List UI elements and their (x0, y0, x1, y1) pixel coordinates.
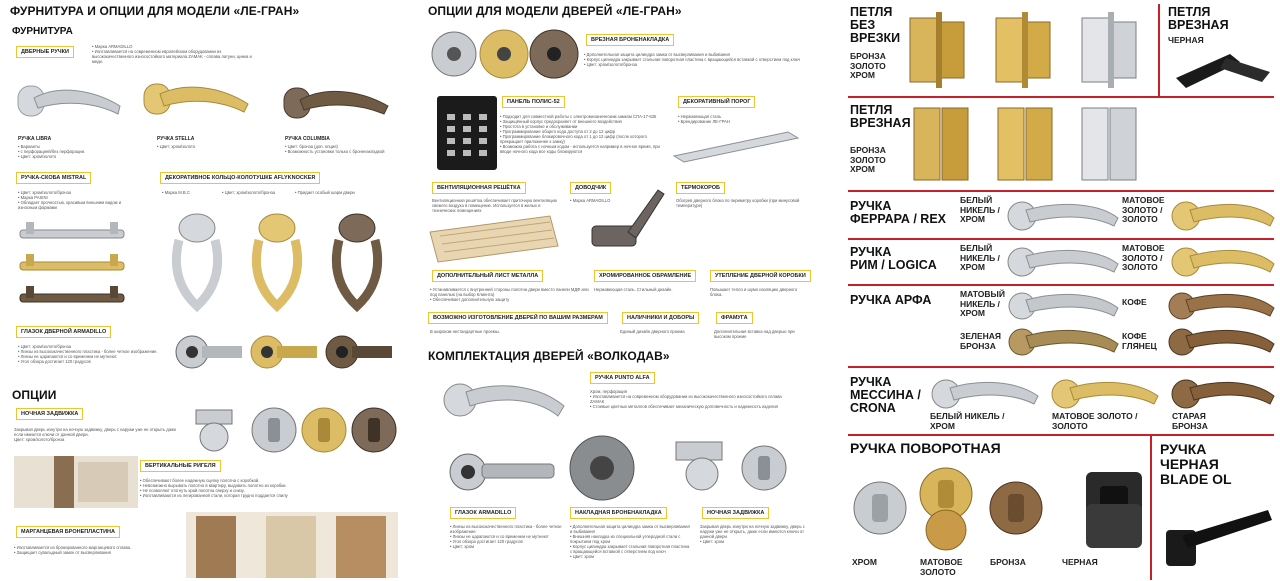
arfa-coffee-image (1164, 286, 1276, 324)
handle-libra-image (14, 76, 124, 126)
tag-thermo-box: ТЕРМОКОРОБ (676, 182, 725, 194)
arfa-nickel-image (1004, 286, 1120, 324)
tag-peephole: ГЛАЗОК ДВЕРНОЙ ARMADILLO (16, 326, 111, 338)
ferrara-color-1: БЕЛЫЙ НИКЕЛЬ / ХРОМ (960, 195, 1000, 224)
section-options: ОПЦИИ (12, 388, 57, 402)
libra-text: • Варианты • с перфорацией/без перфорации. • Цвет: хром/золото (18, 144, 86, 159)
divider-vertical-top (1158, 4, 1160, 96)
ferrara-chrome-image (1004, 194, 1120, 236)
manganese-plate-text: • Изготавливается из бронированного марганцевого сплава. • Защищает сувальдный замок от высверливания (14, 545, 132, 555)
punto-alfa-text: Хром, перфорация • Изготавливается на современном оборудовании из высококачественного износостойкого сплава ZAMAK • Стоевые цветных металлов обеспечивает механическую долговечность и надежность изделия (590, 389, 782, 409)
hinge-black-title: ПЕТЛЯ ВРЕЗНАЯ (1168, 5, 1229, 32)
tag-decor-sill: ДЕКОРАТИВНЫЙ ПОРОГ (678, 96, 755, 108)
ferrara-color-2: МАТОВОЕ ЗОЛОТО / ЗОЛОТО (1122, 195, 1165, 224)
divider-6 (848, 434, 1274, 436)
mistral-text: • Цвет: хром/золото/бронза • Марка PASINI • Обладает прочностью, красивым внешним видом и износным формами (18, 190, 122, 210)
tag-night-latch: НОЧНАЯ ЗАДВИЖКА (16, 408, 83, 420)
night-latch-text: Закрывая дверь изнутри на ночную задвижку, дверь с наружи уже не открыть даже если имеются ключи от данной двери. Цвет: хром/золото/бронза (14, 427, 177, 442)
black-handle-image (1158, 500, 1276, 576)
knocker-text-2: • Цвет: хром/золото/бронза (222, 190, 275, 195)
tag-manganese-plate: МАРГАНЦЕВАЯ БРОНЕПЛАСТИНА (16, 526, 120, 538)
arfa-coffee-gloss-image (1164, 322, 1276, 360)
rotary-title: РУЧКА ПОВОРОТНАЯ (850, 440, 1001, 456)
rim-gold-image (1168, 240, 1276, 282)
handles-text: • Марка ARMADILLO • Изготавливается на современном европейском оборудовании из высококачественного износостойкого материала ZAMAK - сплава латуни, цинка и меди. (92, 44, 252, 64)
box-insulation-text: Повышает тепло и шумо изоляцию дверного блока. (710, 287, 798, 297)
tag-mortise-armor: ВРЕЗНАЯ БРОНЕНАКЛАДКА (586, 34, 674, 46)
extra-metal-sheet-text: • Устанавливается с внутренней стороны полотна двери вместо панели МДФ или под панелью (на выбор Клиента) • Обеспечивает дополнительную защиту (430, 287, 589, 302)
stella-label: РУЧКА STELLA (157, 136, 195, 142)
punto-handle-image (440, 372, 568, 438)
vent-grille-image (430, 216, 560, 264)
tag-panel-polis: ПАНЕЛЬ ПОЛИС-52 (502, 96, 565, 108)
trims-text: Единый дизайн дверного проема (620, 329, 685, 334)
black-handle-title: РУЧКА ЧЕРНАЯ BLADE OL (1160, 441, 1232, 487)
hinge-no-mortise-title: ПЕТЛЯ БЕЗ ВРЕЗКИ (850, 5, 901, 45)
rim-title: РУЧКА РИМ / LOGICA (850, 245, 937, 272)
knocker-gold-image (245, 210, 310, 315)
hinges-no-mortise-image (904, 8, 1154, 92)
messina-color-2: МАТОВОЕ ЗОЛОТО / ЗОЛОТО (1052, 411, 1138, 431)
hinge-black-subtitle: ЧЕРНАЯ (1168, 35, 1204, 45)
door-interior-image (186, 512, 398, 578)
closer-image (588, 176, 670, 262)
closer-text: • Марка ARMADILLO (570, 198, 611, 203)
tag-door-handles: ДВЕРНЫЕ РУЧКИ (16, 46, 74, 58)
chrome-frame-text: Нержавеющая сталь. Стильный дизайн. (594, 287, 673, 292)
hinge-mortise-colors: БРОНЗА ЗОЛОТО ХРОМ (850, 145, 886, 174)
tag-vent-grille: ВЕНТИЛЯЦИОННАЯ РЕШЁТКА (432, 182, 526, 194)
section-furnitura: ФУРНИТУРА (12, 26, 73, 37)
tag-custom-size: ВОЗМОЖНО ИЗГОТОВЛЕНИЕ ДВЕРЕЙ ПО ВАШИМ РАЗМЕРАМ (428, 312, 608, 324)
hinge-black-image (1170, 48, 1274, 96)
handle-stella-image (140, 70, 250, 120)
arfa-title: РУЧКА АРФА (850, 293, 932, 307)
hinge-mortise-title: ПЕТЛЯ ВРЕЗНАЯ (850, 103, 911, 130)
knocker-text-1: • Марка M.B.C (162, 190, 190, 195)
mistral-handles-image (18, 222, 128, 312)
hinges-mortise-image (904, 100, 1154, 186)
overlay-armor-text: • Дополнительная защита цилиндра замка от высверливания и выбивания • Внешняя накладка из специальной углеродной стали с покрытием под хром • Корпус цилиндра закрывает стальная поворотная пластина с вращающейся вставкой с отверстием под ключ • Цвет: хром (570, 524, 690, 559)
tag-trims: НАЛИЧНИКИ И ДОБОРЫ (622, 312, 699, 324)
columbia-text: • Цвет: бронза (доп. опция) • Возможность установки только с броненакладкой (285, 144, 385, 154)
ferrara-title: РУЧКА ФЕРРАРА / REX (850, 199, 946, 226)
arfa-color-4: КОФЕ ГЛЯНЕЦ (1122, 331, 1157, 351)
vent-grille-text: Вентиляционная решётка обеспечивает приточную вентиляцию свежего воздуха в помещение. Используется в жилых и технических помещениях (432, 198, 557, 213)
rotary-color-1: ХРОМ (852, 557, 877, 567)
volkodav-armor-image (566, 432, 638, 504)
middle-title: ОПЦИИ ДЛЯ МОДЕЛИ ДВЕРЕЙ «ЛЕ-ГРАН» (428, 4, 682, 18)
divider-2 (848, 190, 1274, 192)
arfa-color-3: ЗЕЛЕНАЯ БРОНЗА (960, 331, 1002, 351)
mortise-armor-text: • Дополнительная защита цилиндра замка от высверливания и выбивания • Корпус цилиндра закрывает стальная поворотная пластина с вращающейся вставкой с отверстием под ключ • Цвет: хром/золото/бронза (584, 52, 801, 67)
divider-1 (848, 96, 1274, 98)
tag-eye-armadillo: ГЛАЗОК ARMADILLO (450, 507, 516, 519)
arfa-green-bronze-image (1004, 322, 1120, 360)
tag-overlay-armor: НАКЛАДНАЯ БРОНЕНАКЛАДКА (570, 507, 667, 519)
knocker-bronze-image (325, 210, 390, 315)
messina-bronze-image (1168, 372, 1276, 412)
hinge-no-mortise-colors: БРОНЗА ЗОЛОТО ХРОМ (850, 51, 886, 80)
sill-image (674, 130, 800, 164)
custom-size-text: В широком нестандартные проемы. (430, 329, 500, 334)
volkodav-peephole-image (446, 442, 564, 500)
night-latch-images (188, 402, 398, 457)
tag-volkodav-night-latch: НОЧНАЯ ЗАДВИЖКА (702, 507, 769, 519)
tag-knocker: ДЕКОРАТИВНОЕ КОЛЬЦО-КОЛОТУШКЕ AFLYKNOCKER (160, 172, 320, 184)
volkodav-latch-image (672, 434, 792, 496)
door-section-image (14, 456, 138, 508)
keypad-image (437, 96, 497, 170)
volkodav-title: КОМПЛЕКТАЦИЯ ДВЕРЕЙ «ВОЛКОДАВ» (428, 349, 670, 363)
peephole-text: • Цвет: хром/золото/бронза • Линзы из высококачественного пластика - более четкое изображение. • Линзы не царапаются и со временем не мутнеют. • Угол обзора достигает 120 градусов (18, 344, 158, 364)
armor-plates-image (430, 24, 580, 86)
rotary-color-2: МАТОВОЕ ЗОЛОТО (920, 557, 963, 577)
divider-vertical-bottom (1150, 436, 1152, 580)
stella-text: • Цвет: хром/золото (157, 144, 196, 149)
tag-transom: ФРАМУГА (716, 312, 753, 324)
messina-title: РУЧКА МЕССИНА / CRONA (850, 375, 921, 415)
rotary-knobs-image (848, 464, 1148, 554)
libra-label: РУЧКА LIBRA (18, 136, 52, 142)
tag-closer: ДОВОДЧИК (570, 182, 611, 194)
left-title: ФУРНИТУРА И ОПЦИИ ДЛЯ МОДЕЛИ «ЛЕ-ГРАН» (10, 4, 300, 18)
divider-5 (848, 366, 1274, 368)
messina-gold-image (1048, 372, 1160, 412)
rim-color-1: БЕЛЫЙ НИКЕЛЬ / ХРОМ (960, 243, 1000, 272)
knocker-text-3: • Придает особый шарм двери (295, 190, 355, 195)
decor-sill-text: • Нержавеющая сталь • Брендирование ЛЕ-ГРАН (678, 114, 730, 124)
thermo-box-text: Обогрев дверного блока по периметру коробки (при минусовой температуре) (676, 198, 800, 208)
arfa-color-2: КОФЕ (1122, 297, 1147, 307)
rim-color-2: МАТОВОЕ ЗОЛОТО / ЗОЛОТО (1122, 243, 1165, 272)
tag-vertical-bolts: ВЕРТИКАЛЬНЫЕ РИГЕЛЯ (140, 460, 221, 472)
tag-box-insulation: УТЕПЛЕНИЕ ДВЕРНОЙ КОРОБКИ (710, 270, 811, 282)
rotary-color-4: ЧЕРНАЯ (1062, 557, 1098, 567)
tag-punto-alfa: РУЧКА PUNTO ALFA (590, 372, 655, 384)
rotary-color-3: БРОНЗА (990, 557, 1026, 567)
knocker-chrome-image (165, 210, 230, 315)
eye-armadillo-text: • Линзы из высококачественного пластика - более четкое изображение • Линзы не царапаются и со временем не мутнеют • Угол обзора достигает 120 градусов • Цвет: хром (450, 524, 562, 549)
tag-chrome-frame: ХРОМИРОВАННОЕ ОБРАМЛЕНИЕ (594, 270, 696, 282)
vertical-bolts-text: • Обеспечивают более надежную сцепку полотна с коробкой. • Невозможно вырывать полотно в квартиру, выдавить полотно из коробки. • Не позволяют отогнуть край полотна сверху и снизу. • Изготавливаются из легированной стали, которая трудно поддается спилу (140, 478, 288, 498)
tag-mistral: РУЧКА-СКОБА MISTRAL (16, 172, 91, 184)
transom-text: Дополнительная вставка над дверью при высоком проеме (714, 329, 795, 339)
messina-color-3: СТАРАЯ БРОНЗА (1172, 411, 1208, 431)
volkodav-night-latch-text: Закрывая дверь изнутри на ночную задвижку, дверь с наружи уже не открыть, даже если имеются ключи от данной двери • Цвет: хром (700, 524, 805, 544)
tag-extra-metal-sheet: ДОПОЛНИТЕЛЬНЫЙ ЛИСТ МЕТАЛЛА (432, 270, 543, 282)
rim-chrome-image (1004, 240, 1120, 282)
ferrara-gold-image (1168, 194, 1276, 236)
panel-polis-text: • Подходит для совместной работы с электромеханическим замком СПА-17-535 • Защищённый корпус предохраняет от внешнего воздействия • Простота в установке и обслуживании • Программирование общего кода доступа от 2 до 12 цифр • Программирование блокировочного кода от 1 до 12 цифр (после которого прекращает приложение к замку) • Возможна работа с ночным кодом - используется например в ночное время, при вводе ночного кода все коды блокируются (500, 114, 660, 154)
handle-columbia-image (280, 76, 390, 126)
messina-color-1: БЕЛЫЙ НИКЕЛЬ / ХРОМ (930, 411, 1005, 431)
messina-nickel-image (928, 372, 1040, 412)
columbia-label: РУЧКА COLUMBIA (285, 136, 330, 142)
arfa-color-1: МАТОВЫЙ НИКЕЛЬ / ХРОМ (960, 289, 1005, 318)
peephole-images (172, 326, 402, 376)
